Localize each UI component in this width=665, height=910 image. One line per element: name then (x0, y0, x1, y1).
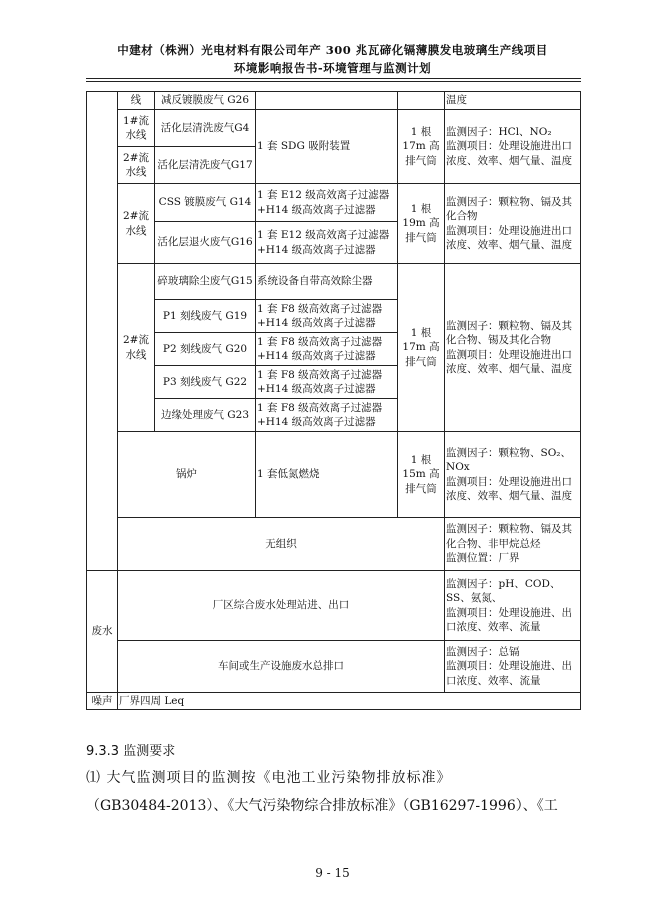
monitor-cell: 监测因子：HCl、NO₂ 监测项目：处理设施进出口浓度、效率、烟气量、温度 (445, 110, 581, 184)
measure-cell: 1 套 E12 级高效离子过滤器+H14 级高效离子过滤器 (256, 184, 398, 222)
table-row (87, 92, 581, 110)
source-cell: 锅炉 (118, 432, 256, 518)
page-number: 9 - 15 (315, 866, 350, 880)
source-cell: 边缘处理废气 G23 (155, 399, 256, 432)
line-cell: 2#流水线 (118, 264, 155, 432)
measure-cell: 1 套 F8 级高效离子过滤器+H14 级高效离子过滤器 (256, 366, 398, 399)
table-row (87, 693, 581, 710)
measure-cell: 1 套 F8 级高效离子过滤器+H14 级高效离子过滤器 (256, 333, 398, 366)
table-row (87, 110, 581, 147)
monitoring-plan-table (86, 91, 581, 710)
measure-cell: 1 套 F8 级高效离子过滤器+H14 级高效离子过滤器 (256, 399, 398, 432)
report-header-subtitle: 环境影响报告书-环境管理与监测计划 (233, 61, 432, 75)
item-cell: 厂区综合废水处理站进、出口 (118, 571, 445, 641)
header-rule-thick (86, 78, 581, 79)
item-cell: 车间或生产设施废水总排口 (118, 641, 445, 693)
monitor-cell: 监测因子：颗粒物、镉及其化合物 监测项目：处理设施进出口浓度、效率、烟气量、温度 (445, 184, 581, 264)
monitor-cell: 监测因子：总镉 监测项目：处理设施进、出口浓度、效率、流量 (445, 641, 581, 693)
source-cell: 活化层清洗废气G4 (155, 110, 256, 147)
stack-cell: 1 根 19m 高排气筒 (398, 184, 445, 264)
measure-cell: 系统设备自带高效除尘器 (256, 264, 398, 300)
source-cell: CSS 镀膜废气 G14 (155, 184, 256, 222)
stack-cell: 1 根 17m 高排气筒 (398, 264, 445, 432)
table-row (87, 518, 581, 571)
monitor-cell: 监测因子：颗粒物、SO₂、NOx 监测项目：处理设施进出口浓度、效率、烟气量、温度 (445, 432, 581, 518)
measure-cell: 1 套 F8 级高效离子过滤器+H14 级高效离子过滤器 (256, 300, 398, 333)
report-header-title: 中建材（株洲）光电材料有限公司年产 300 兆瓦碲化镉薄膜发电玻璃生产线项目 (117, 43, 548, 57)
line-cell: 线 (118, 92, 155, 110)
table-row (87, 432, 581, 518)
source-cell: 减反镀膜废气 G26 (155, 92, 256, 110)
measure-cell: 1 套低氮燃烧 (256, 432, 398, 518)
stack-cell: 1 根 15m 高排气筒 (398, 432, 445, 518)
source-cell: 无组织 (118, 518, 445, 571)
header-rule-thin (86, 81, 581, 82)
measure-cell (256, 92, 398, 110)
item-cell: 厂界四周 Leq (118, 693, 581, 710)
table-row (87, 571, 581, 641)
line-cell: 2#流水线 (118, 147, 155, 184)
measure-cell: 1 套 E12 级高效离子过滤器+H14 级高效离子过滤器 (256, 222, 398, 264)
section-heading: 9.3.3 监测要求 (86, 744, 176, 759)
source-cell: 碎玻璃除尘废气G15 (155, 264, 256, 300)
table-row (87, 264, 581, 300)
source-cell: P3 刻线废气 G22 (155, 366, 256, 399)
source-cell: 活化层退火废气G16 (155, 222, 256, 264)
monitor-cell: 温度 (445, 92, 581, 110)
line-cell: 1#流水线 (118, 110, 155, 147)
category-cell-waste-gas (87, 92, 118, 571)
category-cell: 废水 (87, 571, 118, 693)
paragraph-line: ⑴ 大气监测项目的监测按《电池工业污染物排放标准》 (86, 770, 452, 786)
monitor-cell: 监测因子：颗粒物、镉及其化合物、锡及其化合物 监测项目：处理设施进出口浓度、效率、烟气量、温度 (445, 264, 581, 432)
category-cell: 噪声 (87, 693, 118, 710)
source-cell: P1 刻线废气 G19 (155, 300, 256, 333)
monitor-cell: 监测因子：pH、COD、SS、氨氮、 监测项目：处理设施进、出口浓度、效率、流量 (445, 571, 581, 641)
source-cell: P2 刻线废气 G20 (155, 333, 256, 366)
stack-cell: 1 根 17m 高排气筒 (398, 110, 445, 184)
paragraph-line: （GB30484-2013）、《大气污染物综合排放标准》（GB16297-1996）、《工 (86, 798, 558, 814)
measure-cell: 1 套 SDG 吸附装置 (256, 110, 398, 184)
table-row (87, 184, 581, 222)
source-cell: 活化层清洗废气G17 (155, 147, 256, 184)
table-row (87, 641, 581, 693)
stack-cell (398, 92, 445, 110)
monitor-cell: 监测因子：颗粒物、镉及其化合物、非甲烷总烃 监测位置：厂界 (445, 518, 581, 571)
line-cell: 2#流水线 (118, 184, 155, 264)
